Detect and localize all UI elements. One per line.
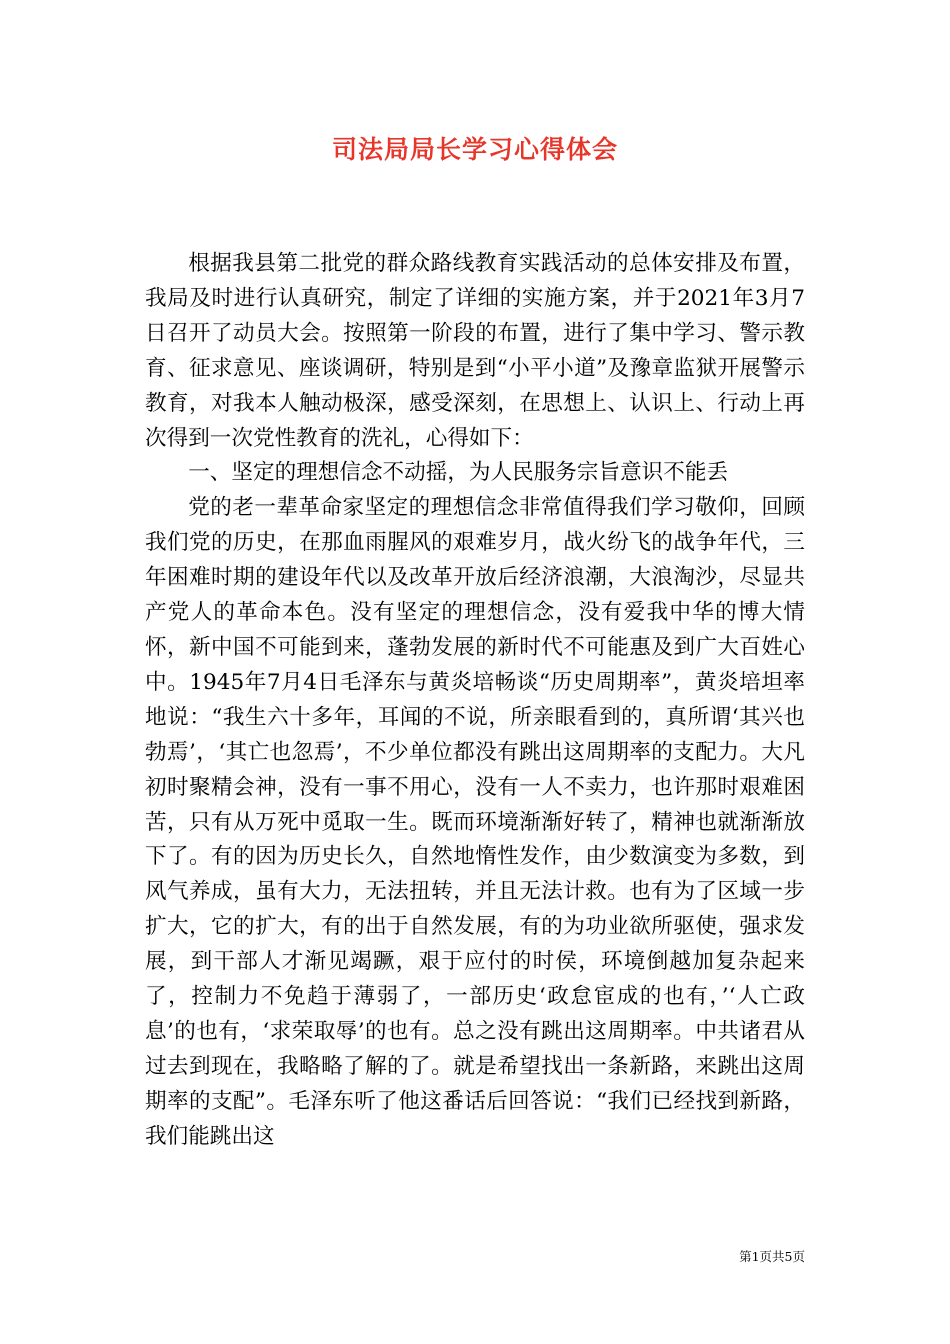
document-title: 司法局局长学习心得体会 [331,135,618,164]
body-paragraph: 党的老一辈革命家坚定的理想信念非常值得我们学习敬仰，回顾我们党的历史，在那血雨腥风的艰难岁月，战火纷飞的战争年代，三年困难时期的建设年代以及改革开放后经济浪潮，大浪淘沙，尽显共产党人的革命本色。没有坚定的理想信念，没有爱我中华的博大情怀，新中国不可能到来，蓬勃发展的新时代不可能惠及到广大百姓心中。1945年7月4日毛泽东与黄炎培畅谈“历史周期率”，黄炎培坦率地说：“我生六十多年，耳闻的不说，所亲眼看到的，真所谓‘其兴也勃焉’，‘其亡也忽焉’，不少单位都没有跳出这周期率的支配力。大凡初时聚精会神，没有一事不用心，没有一人不卖力，也许那时艰难困苦，只有从万死中觅取一生。既而环境渐渐好转了，精神也就渐渐放下了。有的因为历史长久，自然地惰性发作，由少数演变为多数，到风气养成，虽有大力，无法扭转，并且无法计救。也有为了区域一步扩大，它的扩大，有的出于自然发展，有的为功业欲所驱使，强求发展，到干部人才渐见竭蹶，艰于应付的时侯，环境倒越加复杂起来了，控制力不免趋于薄弱了，一部历史‘政怠宦成的也有，’‘人亡政息’的也有，‘求荣取辱’的也有。总之没有跳出这周期率。中共诸君从过去到现在，我略略了解的了。就是希望找出一条新路，来跳出这周期率的支配”。毛泽东听了他这番话后回答说：“我们已经找到新路，我们能跳出这 [145,495,805,1149]
document-body [145,247,805,1155]
page-number: 第1页共5页 [739,1249,805,1264]
intro-paragraph: 根据我县第二批党的群众路线教育实践活动的总体安排及布置，我局及时进行认真研究，制定了详细的实施方案，并于2021年3月7日召开了动员大会。按照第一阶段的布置，进行了集中学习、警示教育、征求意见、座谈调研，特别是到“小平小道”及豫章监狱开展警示教育，对我本人触动极深，感受深刻，在思想上、认识上、行动上再次得到一次党性教育的洗礼，心得如下： [145,251,805,451]
section-heading: 一、坚定的理想信念不动摇，为人民服务宗旨意识不能丢 [188,460,729,486]
